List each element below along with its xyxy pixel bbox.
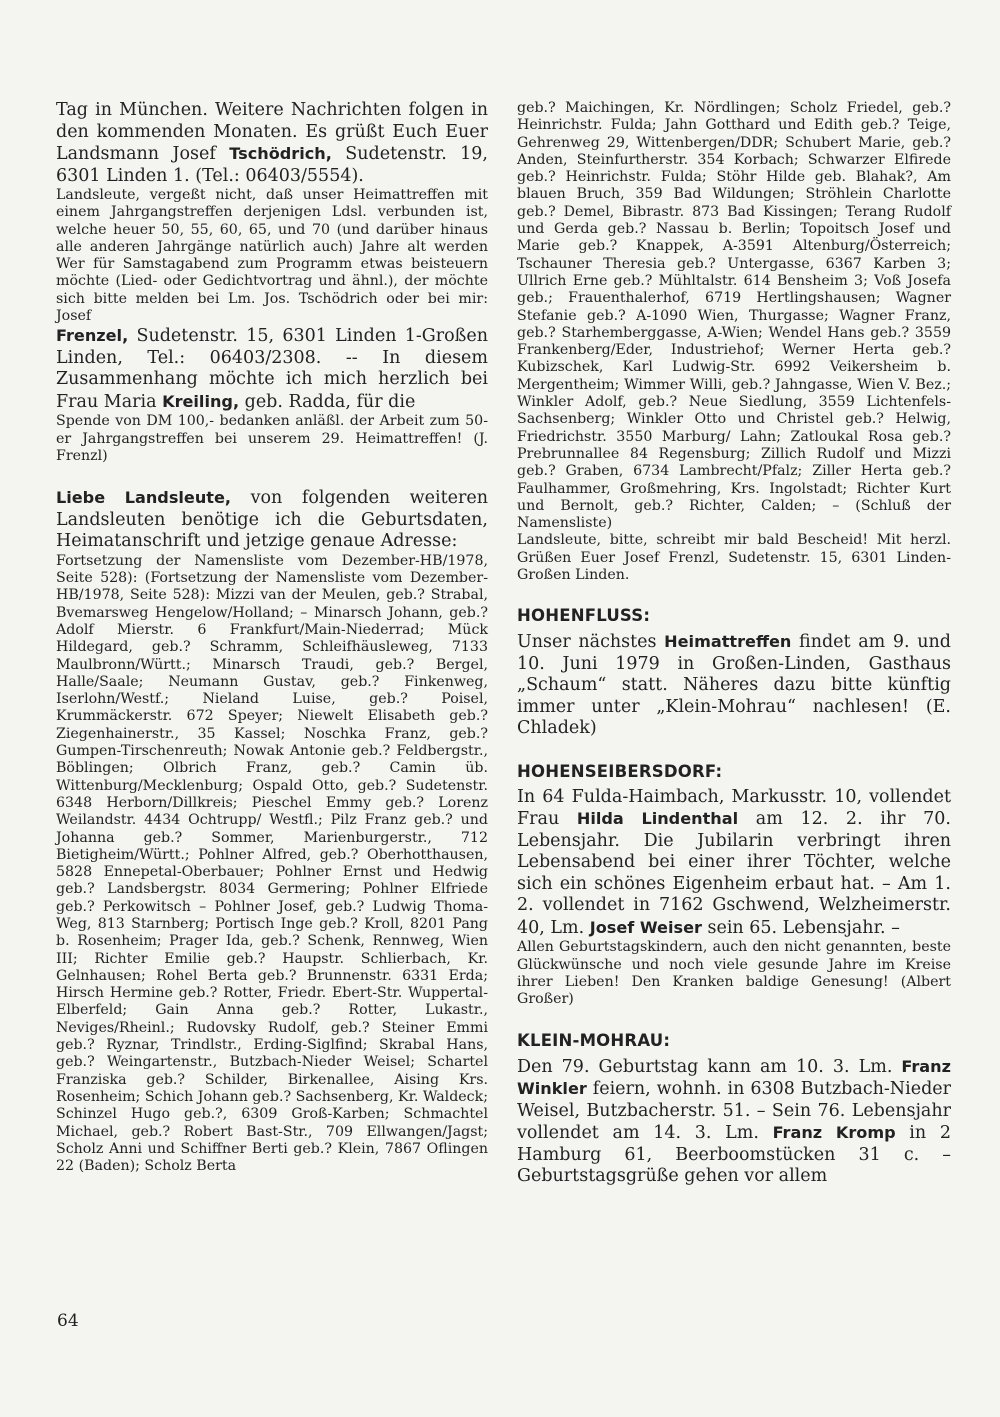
- paragraph-glueckwuensche: Allen Geburtstagskindern, auch den nicht genannten, beste Glückwünsche und noch viele gesunde Jahre im Kreise ihrer Lieben! Den Kranken baldige Genesung! (Albert Großer): [517, 939, 951, 1008]
- paragraph-tschoedrich: Tag in München. Weitere Nachrichten folgen in den kommenden Monaten. Es grüßt Euch Euer Landsmann Josef Tschödrich, Sudetenstr. 19, 6301 Linden 1. (Tel.: 06403/5554).: [56, 100, 488, 186]
- page-number: 64: [57, 1311, 79, 1331]
- heading-hohenseibersdorf: HOHENSEIBERSDORF:: [517, 761, 723, 781]
- paragraph-spende: Spende von DM 100,- bedanken anläßl. der Arbeit zum 50-er Jahrgangstreffen bei unserem 29. Heimattreffen! (J. Frenzl): [56, 413, 488, 464]
- heading-klein-mohrau: KLEIN-MOHRAU:: [517, 1030, 671, 1050]
- closing-paragraph: Landsleute, bitte, schreibt mir bald Bescheid! Mit herzl. Grüßen Euer Josef Frenzl, Sudetenstr. 15, 6301 Linden-Großen Linden.: [517, 532, 951, 584]
- paragraph-hohenseibersdorf: In 64 Fulda-Haimbach, Markusstr. 10, vollendet Frau Hilda Lindenthal am 12. 2. ihr 70. Lebensjahr. Die Jubilarin verbringt ihren Lebensabend bei einer ihrer Töchter, welche sich ein schönes Eigenheim erbaut hat. – Am 1. 2. vollendet in 7162 Gschwend, Welzheimerstr. 40, Lm. Josef Weiser sein 65. Lebensjahr. –: [517, 786, 951, 938]
- left-column: [56, 100, 488, 1175]
- paragraph-liebe-landsleute: Liebe Landsleute, von folgenden weiteren Landsleuten benötige ich die Geburtsdaten, Heimatanschrift und jetzige genaue Adresse:: [56, 488, 488, 552]
- paragraph-frenzel: Frenzel, Sudetenstr. 15, 6301 Linden 1-Großen Linden, Tel.: 06403/2308. -- In diesem Zusammenhang möchte ich mich herzlich bei Frau Maria Kreiling, geb. Radda, für die: [56, 326, 488, 412]
- paragraph-klein-mohrau: Den 79. Geburtstag kann am 10. 3. Lm. Franz Winkler feiern, wohnh. in 6308 Butzbach-Nieder Weisel, Butzbacherstr. 51. – Sein 76. Lebensjahr vollendet am 14. 3. Lm. Franz Kromp in 2 Hamburg 61, Beerboomstücken 31 c. – Geburtstagsgrüße gehen vor allem: [517, 1056, 951, 1186]
- name-list-continued: geb.? Maichingen, Kr. Nördlingen; Scholz Friedel, geb.? Heinrichstr. Fulda; Jahn Gotthard und Edith geb.? Teige, Gehrenweg 29, Wittenbergen/DDR; Schubert Marie, geb.? Anden, Steinfurtherstr. 354 Korbach; Schwarzer Elfirede geb.? Heinrichstr. Fulda; Stöhr Hilde geb. Blahak?, Am blauen Bruch, 359 Bad Wildungen; Ströhlein Charlotte geb.? Demel, Bibrastr. 873 Bad Kissingen; Terang Rudolf und Gerda geb.? Nassau b. Berlin; Topoitsch Josef und Marie geb.? Knappek, A-3591 Altenburg/Österreich; Tschauner Theresia geb.? Untergasse, 6367 Karben 3; Ullrich Erne geb.? Mühltalstr. 614 Bensheim 3; Voß Josefa geb.; Frauenthalerhof, 6719 Hertlingshausen; Wagner Stefanie geb.? A-1090 Wien, Thurgasse; Wagner Franz, geb.? Starhemberggasse, A-Wien; Wendel Hans geb.? 3559 Frankenberg/Eder, Industriehof; Werner Herta geb.? Kubizschek, Karl Ludwig-Str. 6992 Veikersheim b. Mergentheim; Wimmer Willi, geb.? Jahngasse, Wien V. Bez.; Winkler Adolf, geb.? Neue Siedlung, 3559 Lichtenfels-Sachsenberg; Winkler Otto und Christel geb.? Helwig, Friedrichstr. 3550 Marburg/ Lahn; Zatloukal Rosa geb.? Prebrunnallee 84 Regensburg; Zillich Rudolf und Mizzi geb.? Graben, 6734 Lambrecht/Pfalz; Ziller Herta geb.? Faulhammer, Großmehring, Krs. Ingolstadt; Richter Kurt und Bernolt, geb.? Richter, Calden; – (Schluß der Namensliste): [517, 100, 951, 532]
- heading-hohenfluss: HOHENFLUSS:: [517, 606, 651, 626]
- paragraph-hohenfluss: Unser nächstes Heimattreffen findet am 9. und 10. Juni 1979 in Großen-Linden, Gasthaus „Schaum“ statt. Näheres dazu bitte künftig immer unter „Klein-Mohrau“ nachlesen! (E. Chladek): [517, 632, 951, 739]
- name-list: Fortsetzung der Namensliste vom Dezember-HB/1978, Seite 528): (Fortsetzung der Namensliste vom Dezember-HB/1978, Seite 528): Mizzi van der Meulen, geb.? Strabal, Bvemarsweg Hengelow/Holland; – Minarsch Johann, geb.? Adolf Mierstr. 6 Frankfurt/Main-Niederrad; Mück Hildegard, geb.? Schramm, Schleifhäusleweg, 7133 Maulbronn/Württ.; Minarsch Traudi, geb.? Bergel, Halle/Saale; Neumann Gustav, geb.? Finkenweg, Iserlohn/Westf.; Nieland Luise, geb.? Poisel, Krummäckerstr. 672 Speyer; Niewelt Elisabeth geb.? Ziegenhainerstr., 35 Kassel; Noschka Franz, geb.? Gumpen-Tirschenreuth; Nowak Antonie geb.? Feldbergstr., Böblingen; Olbrich Franz, geb.? Camin üb. Wittenburg/Mecklenburg; Ospald Otto, geb.? Sudetenstr. 6348 Herborn/Dillkreis; Pieschel Emmy geb.? Lorenz Weilandstr. 4434 Ochtrupp/ Westfl.; Pilz Franz geb.? und Johanna geb.? Sommer, Marienburgerstr., 712 Bietigheim/Württ.; Pohlner Alfred, geb.? Oberhotthausen, 5828 Ennepetal-Oberbauer; Pohlner Ernst und Hedwig geb.? Landsbergstr. 8034 Germering; Pohlner Elfriede geb.? Perkowitsch – Pohlner Josef, geb.? Ludwig Thoma-Weg, 813 Starnberg; Portisch Inge geb.? Kroll, 8201 Pang b. Rosenheim; Prager Ida, geb.? Schenk, Rennweg, Wien III; Richter Emilie geb.? Haupstr. Schlierbach, Kr. Gelnhausen; Rohel Berta geb.? Brunnenstr. 6331 Erda; Hirsch Hermine geb.? Rotter, Friedr. Ebert-Str. Wuppertal-Elberfeld; Gain Anna geb.? Rotter, Lukastr., Neviges/Rheinl.; Rudovsky Rudolf, geb.? Steiner Emmi geb.? Ryznar, Trindlstr., Erding-Siglfind; Skrabal Hans, geb.? Weingartenstr., Butzbach-Nieder Weisel; Schartel Franziska geb.? Schilder, Birkenallee, Aising Krs. Rosenheim; Schich Johann geb.? Sachsenberg, Kr. Waldeck; Schinzel Hugo geb.?, 6309 Groß-Karben; Schmachtel Michael, geb.? Robert Bast-Str., 709 Ellwangen/Jagst; Scholz Anni und Schiffner Berti geb.? Klein, 7867 Oflingen 22 (Baden); Scholz Berta: [56, 552, 489, 1175]
- right-column: [517, 100, 951, 1188]
- paragraph-heimattreffen: Landsleute, vergeßt nicht, daß unser Heimattreffen mit einem Jahrgangstreffen derjenigen Ldsl. verbunden ist, welche heuer 50, 55, 60, 65, und 70 (und darüber hinaus alle anderen Jahrgänge natürlich auch) Jahre alt werden Wer für Samstagabend zum Programm etwas beisteuern möchte (Lied- oder Gedichtvortrag und ähnl.), der möchte sich bitte melden bei Lm. Jos. Tschödrich oder bei mir: Josef: [56, 187, 488, 325]
